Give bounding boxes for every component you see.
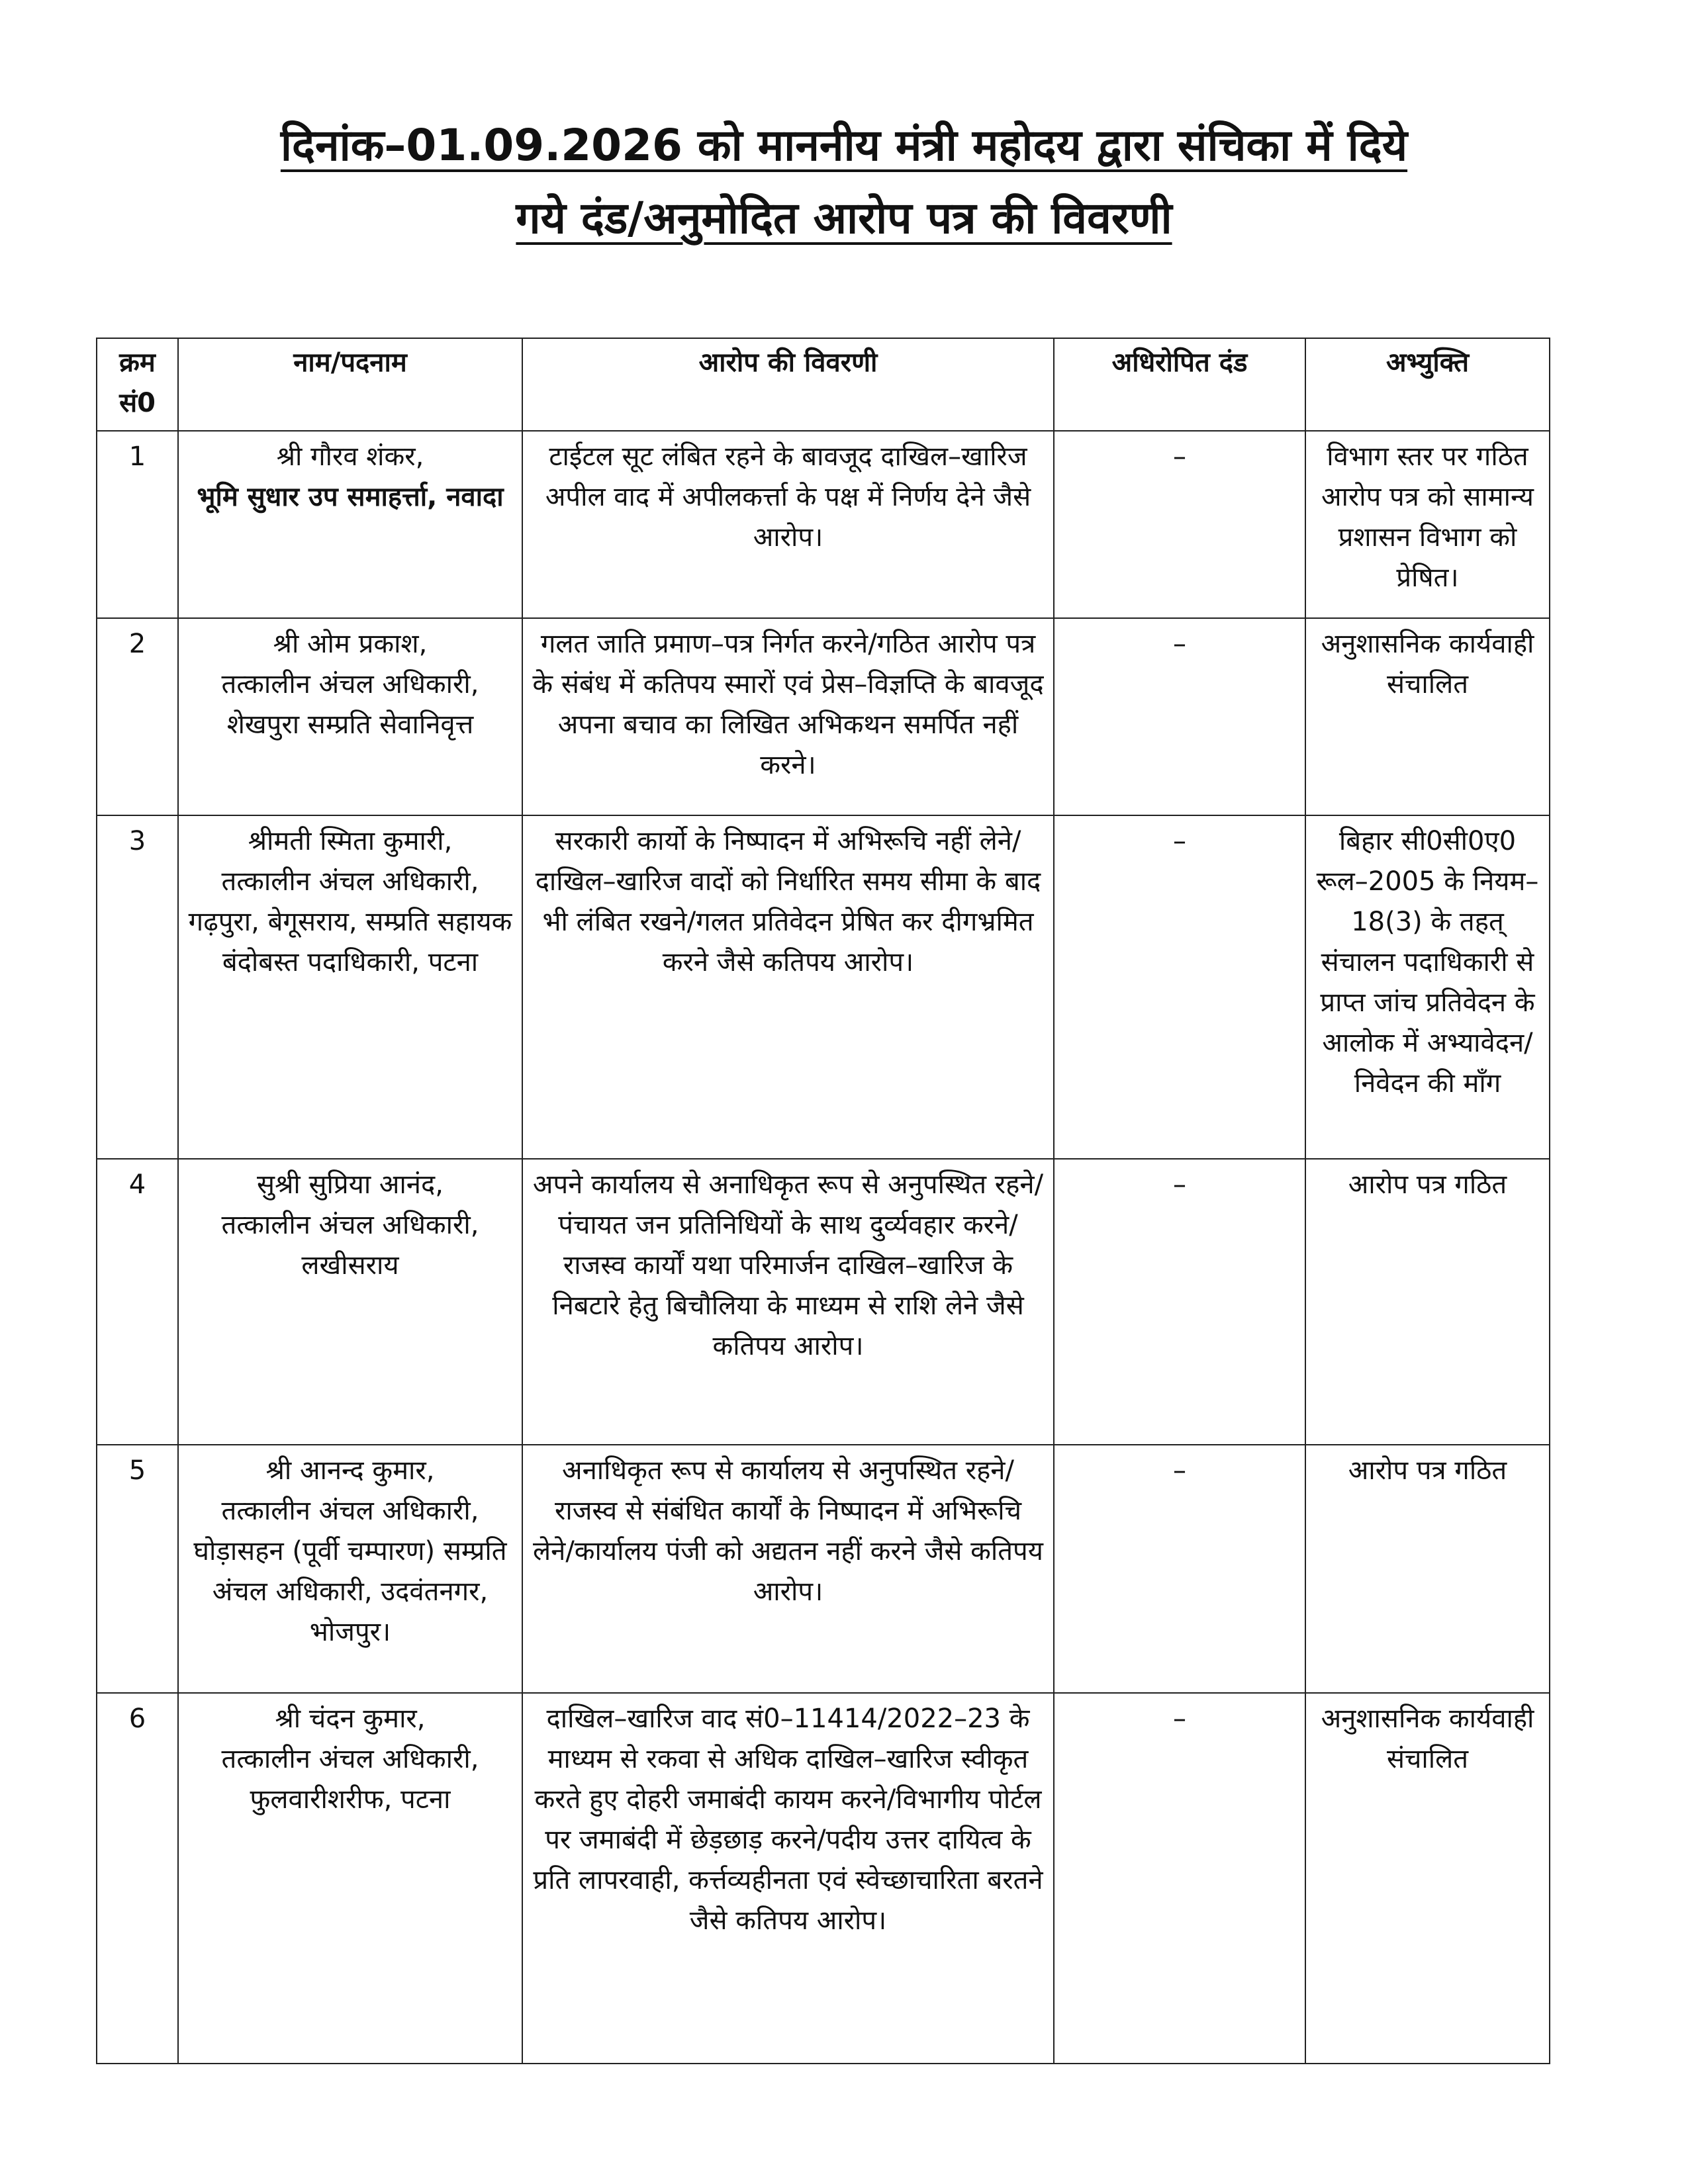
row-serial: 5 — [97, 1445, 178, 1693]
officer-designation: तत्कालीन अंचल अधिकारी, घोड़ासहन (पूर्वी चम्पारण) सम्प्रति अंचल अधिकारी, उदवंतनगर, भोजपुर। — [193, 1496, 507, 1647]
officer-designation: तत्कालीन अंचल अधिकारी, लखीसराय — [221, 1210, 479, 1281]
row-serial: 6 — [97, 1693, 178, 2064]
officer-name: श्री गौरव शंकर, — [276, 441, 424, 472]
row-remarks: बिहार सी0सी0ए0 रूल–2005 के नियम–18(3) के तहत् संचालन पदाधिकारी से प्राप्त जांच प्रतिवेदन के आलोक में अभ्यावेदन/निवेदन की माँग — [1305, 815, 1550, 1159]
header-serial: क्रम सं0 — [97, 338, 178, 431]
table-row — [97, 1693, 1550, 2064]
officer-designation: भूमि सुधार उप समाहर्त्ता, नवादा — [197, 482, 504, 512]
officer-name: श्री चंदन कुमार, — [275, 1704, 426, 1734]
row-name-cell — [178, 1159, 522, 1445]
row-charges: गलत जाति प्रमाण–पत्र निर्गत करने/गठित आरोप पत्र के संबंध में कतिपय स्मारों एवं प्रेस–विज्ञप्ति के बावजूद अपना बचाव का लिखित अभिकथन समर्पित नहीं करने। — [522, 618, 1054, 815]
row-charges: अपने कार्यालय से अनाधिकृत रूप से अनुपस्थित रहने/पंचायत जन प्रतिनिधियों के साथ दुर्व्यवहार करने/राजस्व कार्यों यथा परिमार्जन दाखिल–खारिज के निबटारे हेतु बिचौलिया के माध्यम से राशि लेने जैसे कतिपय आरोप। — [522, 1159, 1054, 1445]
row-name-cell — [178, 815, 522, 1159]
table-row — [97, 815, 1550, 1159]
row-remarks: अनुशासनिक कार्यवाही संचालित — [1305, 618, 1550, 815]
officer-designation: तत्कालीन अंचल अधिकारी, फुलवारीशरीफ, पटना — [221, 1744, 479, 1815]
row-remarks: अनुशासनिक कार्यवाही संचालित — [1305, 1693, 1550, 2064]
table-row — [97, 1445, 1550, 1693]
penalty-table — [96, 338, 1550, 2064]
officer-name: श्रीमती स्मिता कुमारी, — [248, 826, 453, 856]
officer-designation: तत्कालीन अंचल अधिकारी, शेखपुरा सम्प्रति सेवानिवृत्त — [221, 669, 479, 740]
row-charges: टाईटल सूट लंबित रहने के बावजूद दाखिल–खारिज अपील वाद में अपीलकर्त्ता के पक्ष में निर्णय देने जैसे आरोप। — [522, 431, 1054, 618]
row-remarks: आरोप पत्र गठित — [1305, 1445, 1550, 1693]
row-penalty: – — [1054, 1445, 1305, 1693]
row-penalty: – — [1054, 1159, 1305, 1445]
table-row — [97, 1159, 1550, 1445]
row-name-cell — [178, 1693, 522, 2064]
header-name: नाम/पदनाम — [178, 338, 522, 431]
header-row — [97, 338, 1550, 431]
row-serial: 1 — [97, 431, 178, 618]
row-remarks: विभाग स्तर पर गठित आरोप पत्र को सामान्य प्रशासन विभाग को प्रेषित। — [1305, 431, 1550, 618]
row-name-cell — [178, 1445, 522, 1693]
officer-designation: तत्कालीन अंचल अधिकारी, गढ़पुरा, बेगूसराय, सम्प्रति सहायक बंदोबस्त पदाधिकारी, पटना — [188, 866, 512, 978]
header-charges: आरोप की विवरणी — [522, 338, 1054, 431]
row-penalty: – — [1054, 815, 1305, 1159]
table-row — [97, 431, 1550, 618]
row-charges: सरकारी कार्यो के निष्पादन में अभिरूचि नहीं लेने/दाखिल–खारिज वादों को निर्धारित समय सीमा के बाद भी लंबित रखने/गलत प्रतिवेदन प्रेषित कर दीगभ्रमित करने जैसे कतिपय आरोप। — [522, 815, 1054, 1159]
row-name-cell — [178, 431, 522, 618]
row-name-cell — [178, 618, 522, 815]
page-title — [99, 109, 1589, 255]
row-remarks: आरोप पत्र गठित — [1305, 1159, 1550, 1445]
officer-name: श्री ओम प्रकाश, — [273, 629, 428, 659]
row-penalty: – — [1054, 618, 1305, 815]
officer-name: सुश्री सुप्रिया आनंद, — [257, 1169, 444, 1200]
header-penalty: अधिरोपित दंड — [1054, 338, 1305, 431]
title-line-1: दिनांक–01.09.2026 को माननीय मंत्री महोदय द्वारा संचिका में दिये — [280, 120, 1408, 171]
header-remarks: अभ्युक्ति — [1305, 338, 1550, 431]
table-row — [97, 618, 1550, 815]
row-charges: दाखिल–खारिज वाद सं0–11414/2022–23 के माध्यम से रकवा से अधिक दाखिल–खारिज स्वीकृत करते हुए दोहरी जमाबंदी कायम करने/विभागीय पोर्टल पर जमाबंदी में छेड़छाड़ करने/पदीय उत्तर दायित्व के प्रति लापरवाही, कर्त्तव्यहीनता एवं स्वेच्छाचारिता बरतने जैसे कतिपय आरोप। — [522, 1693, 1054, 2064]
row-charges: अनाधिकृत रूप से कार्यालय से अनुपस्थित रहने/राजस्व से संबंधित कार्यों के निष्पादन में अभिरूचि लेने/कार्यालय पंजी को अद्यतन नहीं करने जैसे कतिपय आरोप। — [522, 1445, 1054, 1693]
table-header — [97, 338, 1550, 431]
row-penalty: – — [1054, 1693, 1305, 2064]
title-line-2: गये दंड/अनुमोदित आरोप पत्र की विवरणी — [516, 193, 1172, 244]
row-serial: 2 — [97, 618, 178, 815]
officer-name: श्री आनन्द कुमार, — [265, 1455, 435, 1486]
row-serial: 3 — [97, 815, 178, 1159]
table-body — [97, 431, 1550, 2064]
row-serial: 4 — [97, 1159, 178, 1445]
row-penalty: – — [1054, 431, 1305, 618]
